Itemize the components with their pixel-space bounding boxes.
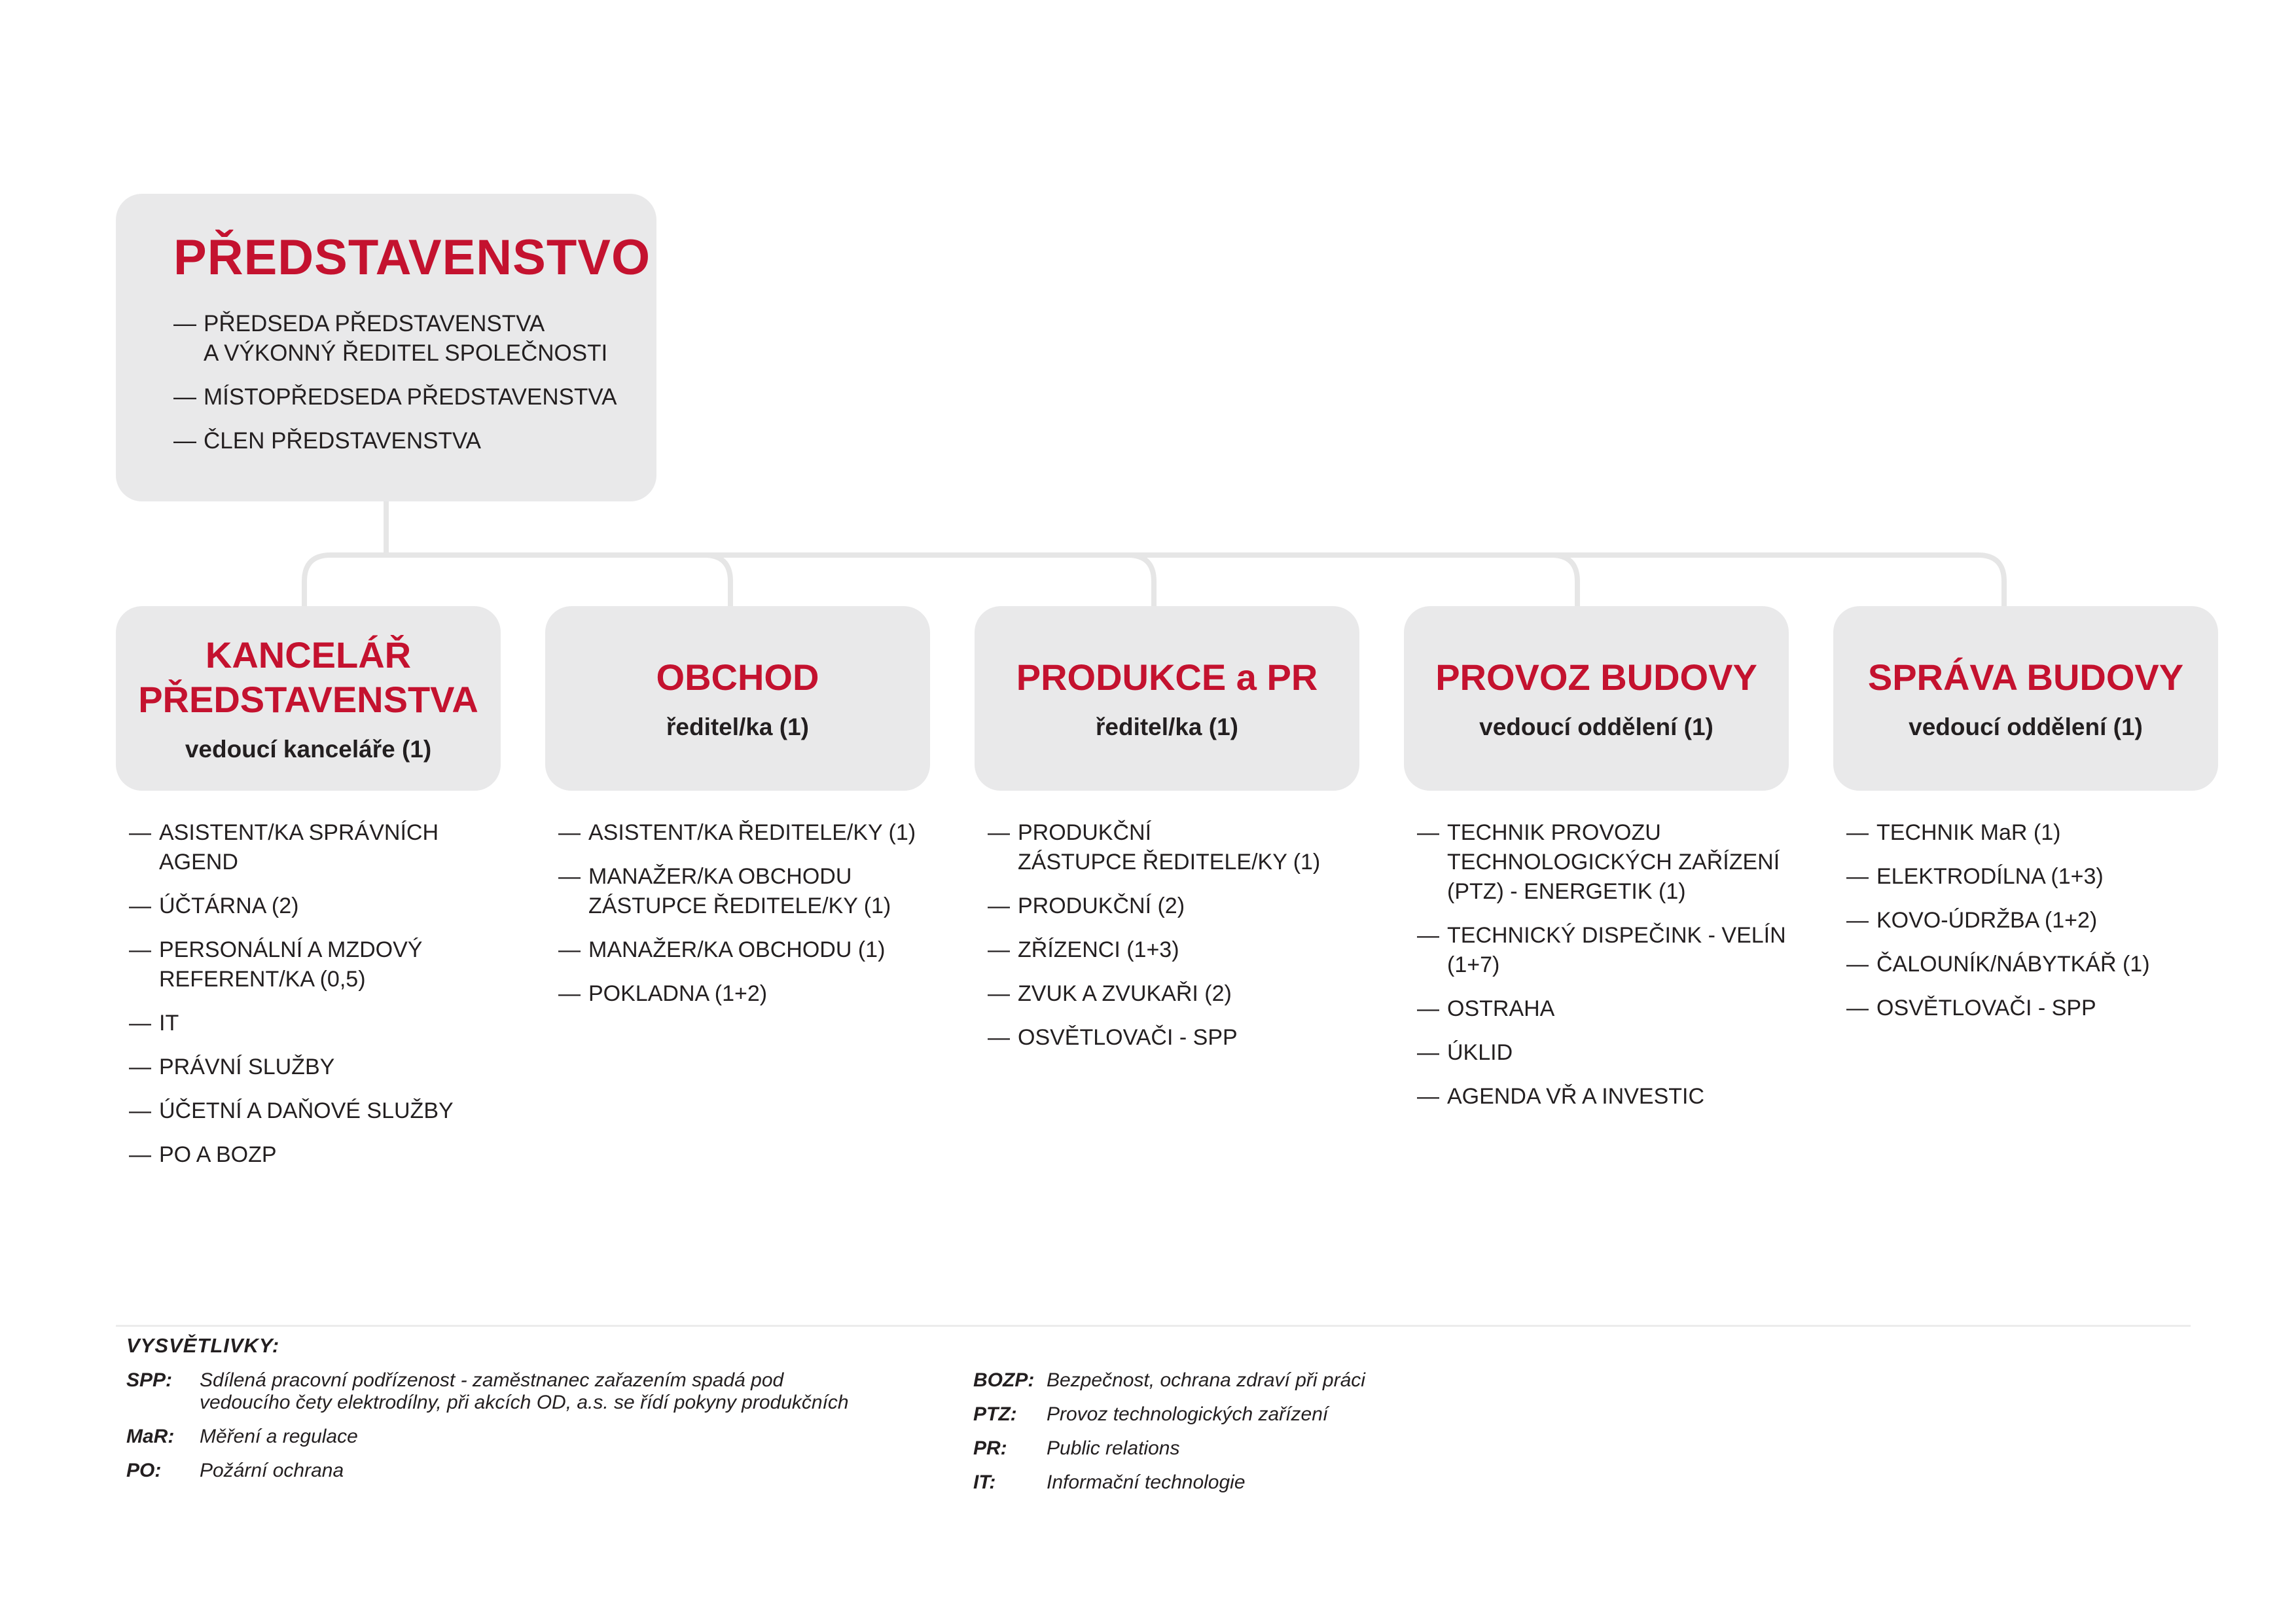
department-lead: vedoucí kanceláře (1) [185, 736, 432, 763]
board-role-label: ČLEN PŘEDSTAVENSTVA [204, 428, 481, 454]
list-item [558, 862, 951, 921]
department-title: KANCELÁŘ PŘEDSTAVENSTVA [138, 634, 478, 720]
legend-title: VYSVĚTLIVKY: [126, 1334, 280, 1357]
dash-bullet: — [558, 937, 581, 962]
dash-bullet: — [988, 981, 1010, 1006]
dash-bullet: — [129, 820, 151, 845]
legend-abbreviation: SPP: [126, 1369, 173, 1391]
member-label: MANAŽER/KA OBCHODU (1) [588, 937, 886, 962]
member-label: ÚČTÁRNA (2) [159, 893, 299, 918]
dash-bullet: — [129, 1055, 151, 1079]
department-box [545, 606, 930, 791]
list-item [558, 935, 951, 965]
list-item [1846, 818, 2239, 848]
dash-bullet: — [1417, 923, 1439, 948]
list-item [558, 979, 951, 1009]
dash-bullet: — [173, 428, 196, 454]
legend-entry [126, 1426, 849, 1448]
dash-bullet: — [1846, 908, 1869, 933]
member-label: PRODUKČNÍ ZÁSTUPCE ŘEDITELE/KY (1) [1018, 820, 1321, 875]
department-lead: vedoucí oddělení (1) [1909, 713, 2143, 740]
member-label: ELEKTRODÍLNA (1+3) [1876, 864, 2104, 889]
list-item [1417, 818, 1810, 907]
member-label: PERSONÁLNÍ A MZDOVÝ REFERENT/KA (0,5) [159, 937, 423, 992]
member-label: PRODUKČNÍ (2) [1018, 893, 1185, 918]
member-label: ASISTENT/KA SPRÁVNÍCH AGEND [159, 820, 439, 875]
member-label: TECHNIK MaR (1) [1876, 820, 2061, 845]
dash-bullet: — [173, 384, 196, 410]
department-title: PRODUKCE a PR [1016, 657, 1318, 698]
department-members-list [1417, 818, 1810, 1126]
dash-bullet: — [129, 1098, 151, 1123]
list-item [129, 1096, 522, 1126]
dash-bullet: — [129, 893, 151, 918]
list-item [1846, 862, 2239, 892]
board-role [173, 309, 656, 368]
legend-divider [116, 1325, 2191, 1327]
legend-entry [973, 1403, 1365, 1426]
department-box [116, 606, 501, 791]
department-title: PROVOZ BUDOVY [1435, 657, 1757, 698]
legend-abbreviation: MaR: [126, 1426, 175, 1447]
list-item [988, 1023, 1380, 1053]
board-box [116, 194, 656, 501]
board-role-label: PŘEDSEDA PŘEDSTAVENSTVA A VÝKONNÝ ŘEDITEL SPOLEČNOSTI [204, 311, 608, 366]
list-item [988, 979, 1380, 1009]
dash-bullet: — [129, 937, 151, 962]
legend-entry [973, 1471, 1365, 1494]
department-members-list [558, 818, 951, 1023]
dash-bullet: — [988, 820, 1010, 845]
list-item [129, 1053, 522, 1082]
list-item [988, 818, 1380, 877]
dash-bullet: — [1846, 820, 1869, 845]
department-lead: vedoucí oddělení (1) [1479, 713, 1713, 740]
member-label: ASISTENT/KA ŘEDITELE/KY (1) [588, 820, 916, 845]
legend-entry [973, 1437, 1365, 1460]
board-role-label: MÍSTOPŘEDSEDA PŘEDSTAVENSTVA [204, 384, 617, 410]
member-label: AGENDA VŘ A INVESTIC [1447, 1084, 1705, 1109]
member-label: OSVĚTLOVAČI - SPP [1876, 996, 2096, 1020]
member-label: PRÁVNÍ SLUŽBY [159, 1055, 335, 1079]
dash-bullet: — [1417, 996, 1439, 1021]
legend-abbreviation: IT: [973, 1471, 996, 1493]
dash-bullet: — [988, 893, 1010, 918]
legend-description: Bezpečnost, ochrana zdraví při práci [1047, 1369, 1365, 1391]
connector-provoz [1551, 555, 1577, 606]
legend-abbreviation: PTZ: [973, 1403, 1017, 1425]
legend-description: Požární ochrana [200, 1460, 344, 1481]
dash-bullet: — [988, 1025, 1010, 1050]
department-members-list [129, 818, 522, 1184]
list-item [1417, 1038, 1810, 1068]
department-box [1404, 606, 1789, 791]
dash-bullet: — [558, 981, 581, 1006]
connector-produkce [1128, 555, 1154, 606]
member-label: ČALOUNÍK/NÁBYTKÁŘ (1) [1876, 952, 2150, 977]
department-title: OBCHOD [656, 657, 819, 698]
list-item [1417, 921, 1810, 980]
dash-bullet: — [1417, 1040, 1439, 1065]
member-label: ÚČETNÍ A DAŇOVÉ SLUŽBY [159, 1098, 454, 1123]
department-lead: ředitel/ka (1) [1096, 713, 1238, 740]
legend-abbreviation: PO: [126, 1460, 162, 1481]
dash-bullet: — [558, 820, 581, 845]
member-label: TECHNIK PROVOZU TECHNOLOGICKÝCH ZAŘÍZENÍ (PTZ) - ENERGETIK (1) [1447, 820, 1780, 904]
list-item [988, 892, 1380, 921]
legend-entry [126, 1460, 849, 1482]
list-item [1417, 1082, 1810, 1111]
department-title: SPRÁVA BUDOVY [1867, 657, 2184, 698]
board-role [173, 426, 656, 456]
dash-bullet: — [558, 864, 581, 889]
connector-obchod [704, 555, 730, 606]
dash-bullet: — [173, 311, 196, 336]
legend-entry [973, 1369, 1365, 1392]
member-label: PO A BOZP [159, 1142, 277, 1167]
list-item [558, 818, 951, 848]
department-members-list [988, 818, 1380, 1067]
list-item [129, 892, 522, 921]
member-label: OSTRAHA [1447, 996, 1555, 1021]
dash-bullet: — [1846, 952, 1869, 977]
dash-bullet: — [1417, 1084, 1439, 1109]
legend-description: Provoz technologických zařízení [1047, 1403, 1329, 1425]
department-box [975, 606, 1359, 791]
member-label: TECHNICKÝ DISPEČINK - VELÍN (1+7) [1447, 923, 1786, 977]
list-item [129, 1140, 522, 1170]
legend-entry [126, 1369, 849, 1414]
legend-description: Public relations [1047, 1437, 1180, 1459]
board-title: PŘEDSTAVENSTVO [173, 230, 651, 285]
board-roles-list [173, 309, 656, 456]
member-label: MANAŽER/KA OBCHODU ZÁSTUPCE ŘEDITELE/KY (1) [588, 864, 891, 918]
list-item [1846, 950, 2239, 979]
dash-bullet: — [129, 1142, 151, 1167]
member-label: ZVUK A ZVUKAŘI (2) [1018, 981, 1232, 1006]
department-lead: ředitel/ka (1) [666, 713, 809, 740]
member-label: ZŘÍZENCI (1+3) [1018, 937, 1179, 962]
list-item [129, 1009, 522, 1038]
member-label: KOVO-ÚDRŽBA (1+2) [1876, 908, 2098, 933]
board-role [173, 382, 656, 412]
list-item [129, 935, 522, 994]
list-item [1846, 994, 2239, 1023]
legend-description: Měření a regulace [200, 1426, 358, 1447]
dash-bullet: — [1846, 864, 1869, 889]
legend-right-column [973, 1369, 1365, 1506]
member-label: ÚKLID [1447, 1040, 1513, 1065]
list-item [988, 935, 1380, 965]
dash-bullet: — [1846, 996, 1869, 1020]
member-label: IT [159, 1011, 179, 1036]
legend-left-column [126, 1369, 849, 1494]
dash-bullet: — [129, 1011, 151, 1036]
legend-abbreviation: PR: [973, 1437, 1007, 1459]
member-label: POKLADNA (1+2) [588, 981, 768, 1006]
list-item [129, 818, 522, 877]
member-label: OSVĚTLOVAČI - SPP [1018, 1025, 1238, 1050]
department-box [1833, 606, 2218, 791]
dash-bullet: — [1417, 820, 1439, 845]
legend-abbreviation: BOZP: [973, 1369, 1035, 1391]
legend-description: Informační technologie [1047, 1471, 1246, 1493]
legend-description: Sdílená pracovní podřízenost - zaměstnanec zařazením spadá pod vedoucího čety elektrodílny, při akcích OD, a.s. se řídí pokyny produkčních [200, 1369, 849, 1413]
department-members-list [1846, 818, 2239, 1038]
dash-bullet: — [988, 937, 1010, 962]
list-item [1846, 906, 2239, 935]
list-item [1417, 994, 1810, 1024]
